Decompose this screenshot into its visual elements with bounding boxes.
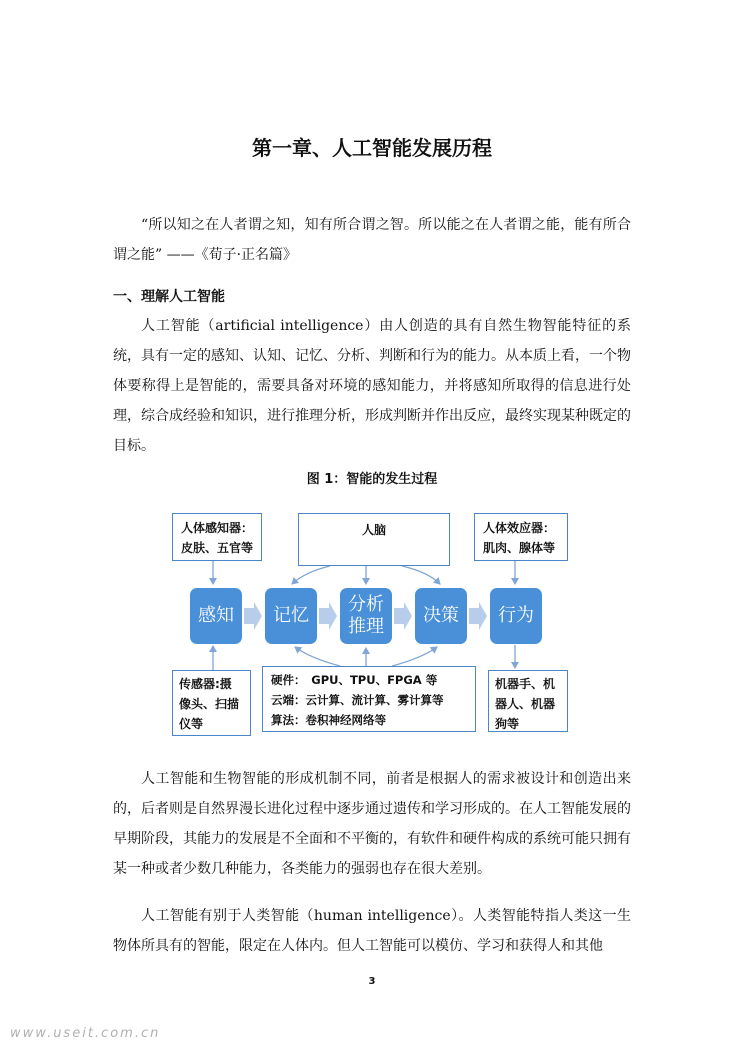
chapter-title: 第一章、人工智能发展历程 [252, 136, 492, 160]
step-memory [265, 588, 317, 644]
step-perception-label: 感知 [198, 605, 234, 626]
quote-paragraph: “所以知之在人者谓之知，知有所合谓之智。所以能之在人者谓之能，能有所合谓之能” ——《荀子·正名篇》 [113, 217, 631, 263]
human-effector-line-1: 人体效应器： [483, 521, 556, 535]
human-sensor-line-2: 皮肤、五官等 [181, 541, 254, 555]
chevron-4 [469, 602, 487, 630]
section-heading: 一、理解人工智能 [113, 289, 225, 305]
human-effector-line-2: 肌肉、腺体等 [483, 541, 556, 555]
machine-effector-line-2: 器人、机器 [495, 697, 556, 711]
step-perception [190, 588, 242, 644]
brain-label: 人脑 [361, 523, 386, 537]
chevron-2 [319, 602, 337, 630]
page-number: 3 [368, 976, 376, 987]
paragraph-mechanism: 人工智能和生物智能的形成机制不同，前者是根据人的需求被设计和创造出来的，后者则是自然界漫长进化过程中逐步通过遗传和学习形成的。在人工智能发展的早期阶段，其能力的发展是不全面和不平衡的，有软件和硬件构成的系统可能只拥有某一种或者少数几种能力，各类能力的强弱也存在很大差别。 [113, 771, 631, 877]
machine-sensor-line-3: 仪等 [179, 717, 204, 731]
step-analysis-label-2: 推理 [348, 616, 384, 637]
step-action [490, 588, 542, 644]
watermark: www.useit.com.cn [10, 1026, 161, 1041]
step-analysis-label-1: 分析 [348, 594, 384, 615]
compute-box [262, 666, 476, 732]
step-action-label: 行为 [498, 605, 534, 626]
machine-effector-line-1: 机器手、机 [495, 677, 556, 691]
step-analysis [340, 588, 392, 644]
step-memory-label: 记忆 [273, 605, 309, 626]
arrow-brain-to-decision [402, 566, 440, 584]
compute-cloud: 云端：云计算、流计算、雾计算等 [271, 693, 444, 707]
paragraph-human-intelligence: 人工智能有别于人类智能（human intelligence）。人类智能特指人类这一生物体所具有的智能，限定在人体内。但人工智能可以模仿、学习和获得人和其他 [113, 908, 631, 954]
step-decision-label: 决策 [423, 605, 459, 626]
human-sensor-line-1: 人体感知器： [181, 521, 254, 535]
machine-sensor-line-1: 传感器:摄 [179, 677, 232, 691]
figure-caption: 图 1：智能的发生过程 [306, 472, 438, 487]
machine-effector-box [488, 670, 568, 732]
brain-box [298, 513, 450, 566]
step-decision [415, 588, 467, 644]
compute-algorithm: 算法：卷积神经网络等 [271, 713, 386, 727]
paragraph-definition: 人工智能（artificial intelligence）由人创造的具有自然生物智能特征的系统，具有一定的感知、认知、记忆、分析、判断和行为的能力。从本质上看，一个物体要称得上是智能的，需要具备对环境的感知能力，并将感知所取得的信息进行处理，综合成经验和知识，进行推理分析，形成判断并作出反应，最终实现某种既定的目标。 [113, 318, 631, 454]
machine-effector-line-3: 狗等 [495, 717, 520, 731]
arrow-compute-to-decision [392, 647, 437, 666]
chevron-1 [244, 602, 262, 630]
arrow-brain-to-memory [292, 566, 330, 584]
machine-sensor-line-2: 像头、扫描 [179, 697, 240, 711]
compute-hardware: 硬件： GPU、TPU、FPGA 等 [271, 673, 438, 687]
human-effector-box [474, 513, 568, 561]
arrow-compute-to-memory [295, 647, 340, 666]
chevron-3 [394, 602, 412, 630]
human-sensor-box [172, 513, 262, 561]
machine-sensor-box [172, 670, 251, 736]
